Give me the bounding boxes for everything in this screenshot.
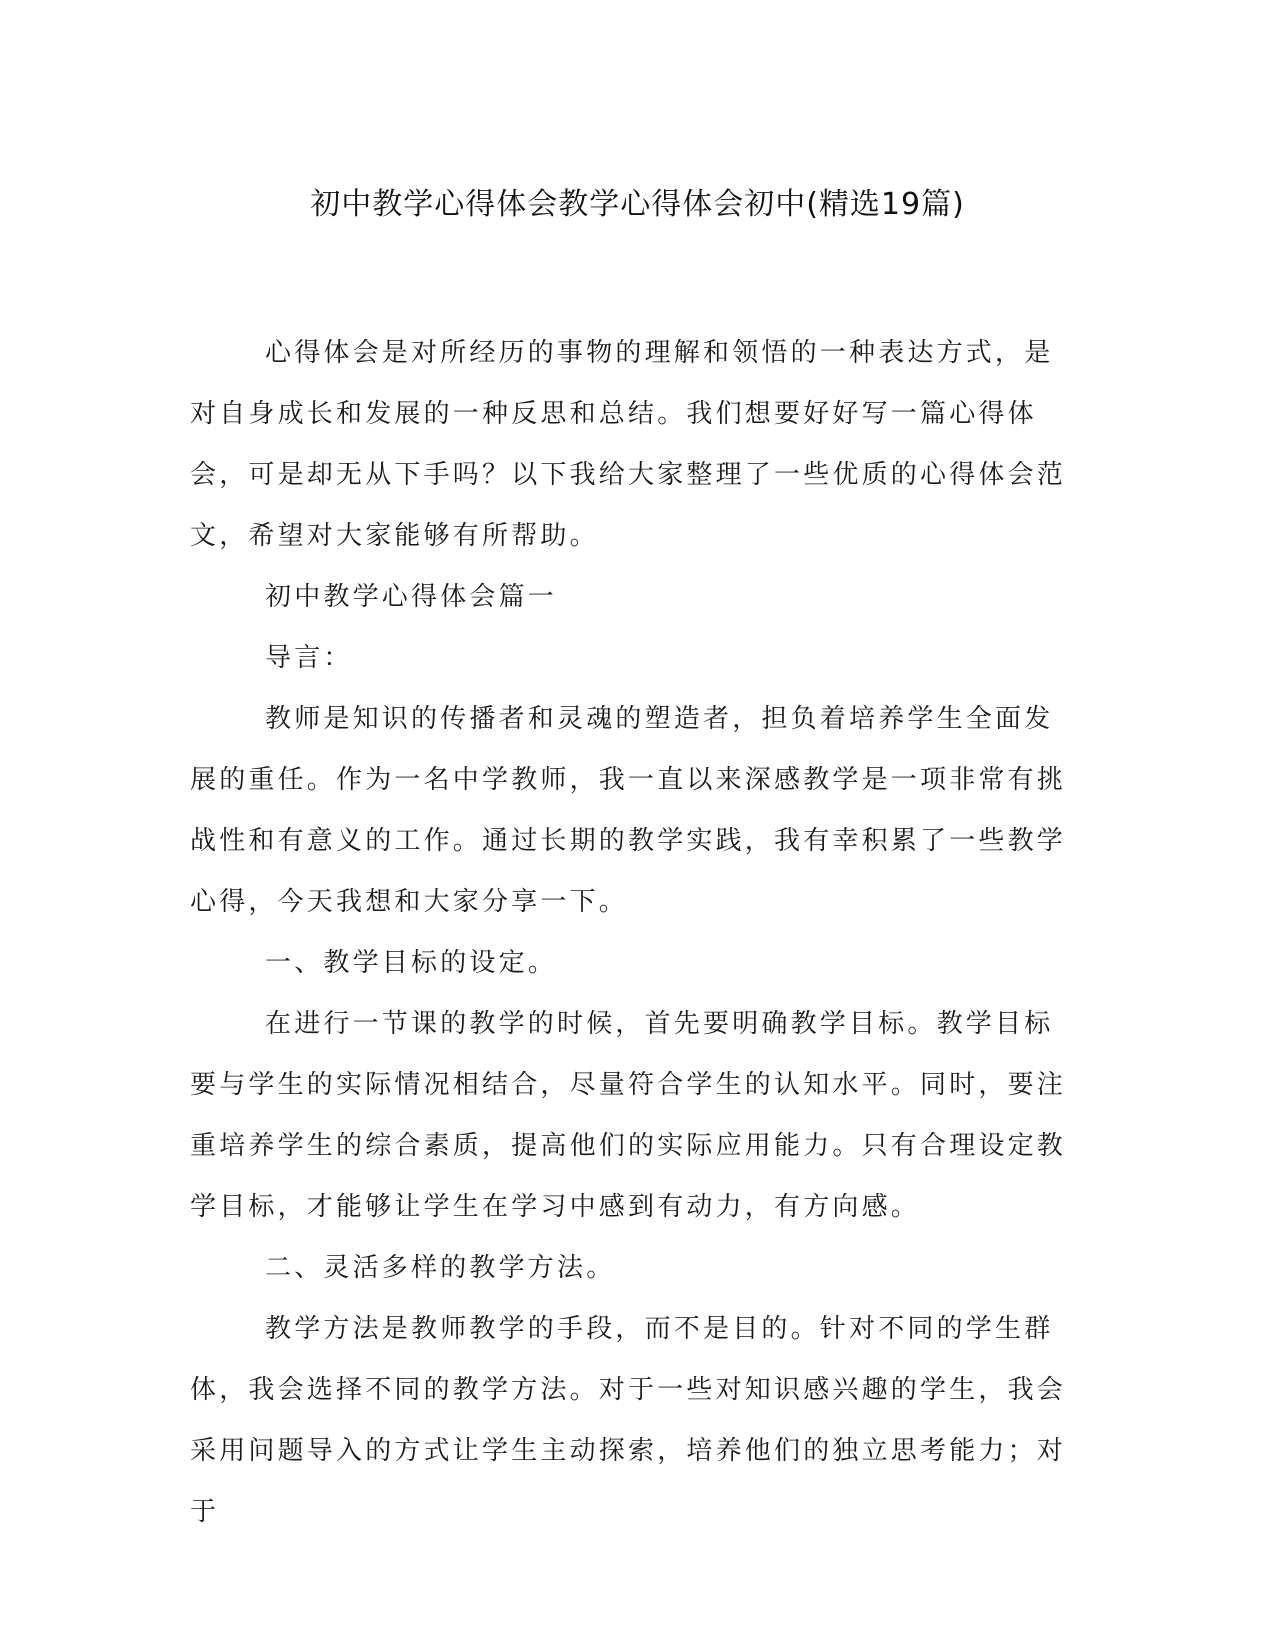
- point-two-paragraph: 教学方法是教师教学的手段，而不是目的。针对不同的学生群体，我会选择不同的教学方法。对于一些对知识感兴趣的学生，我会采用问题导入的方式让学生主动探索，培养他们的独立思考能力；对于: [190, 1314, 1067, 1527]
- point-two-heading: 二、灵活多样的教学方法。: [265, 1253, 616, 1283]
- document-title: 初中教学心得体会教学心得体会初中(精选19篇): [310, 187, 965, 222]
- document-body: [190, 323, 1080, 1543]
- preface-paragraph: 教师是知识的传播者和灵魂的塑造者，担负着培养学生全面发展的重任。作为一名中学教师，我一直以来深感教学是一项非常有挑战性和有意义的工作。通过长期的教学实践，我有幸积累了一些教学心得，今天我想和大家分享一下。: [190, 704, 1067, 917]
- section-heading-part-one: 初中教学心得体会篇一: [265, 582, 558, 612]
- intro-paragraph: 心得体会是对所经历的事物的理解和领悟的一种表达方式，是对自身成长和发展的一种反思和总结。我们想要好好写一篇心得体会，可是却无从下手吗？以下我给大家整理了一些优质的心得体会范文，希望对大家能够有所帮助。: [190, 338, 1067, 551]
- point-one-heading: 一、教学目标的设定。: [265, 948, 558, 978]
- point-one-paragraph: 在进行一节课的教学的时候，首先要明确教学目标。教学目标要与学生的实际情况相结合，尽量符合学生的认知水平。同时，要注重培养学生的综合素质，提高他们的实际应用能力。只有合理设定教学目标，才能够让学生在学习中感到有动力，有方向感。: [190, 1009, 1067, 1222]
- preface-label: 导言：: [265, 643, 353, 673]
